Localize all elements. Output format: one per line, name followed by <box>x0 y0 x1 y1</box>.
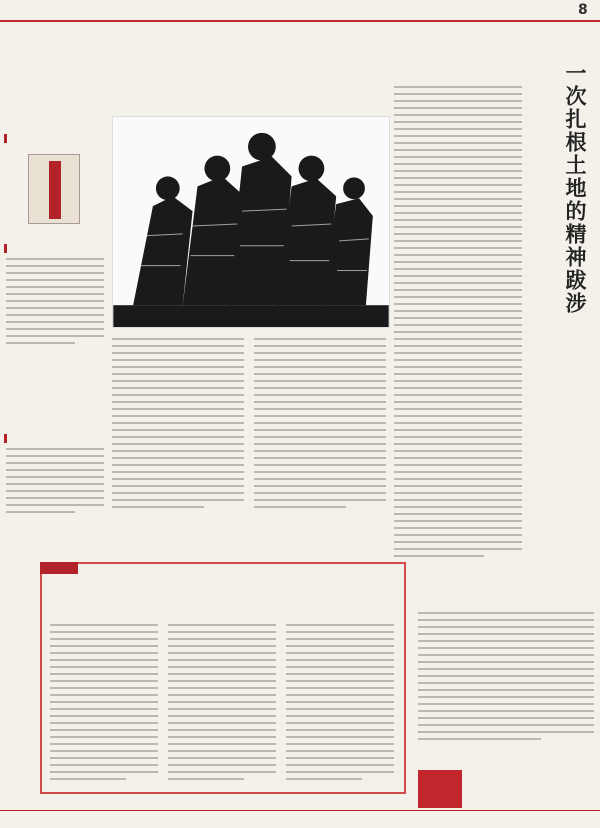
sidebar-profile-heading <box>4 244 10 253</box>
boxed-col-1 <box>50 624 158 785</box>
book-cover <box>28 154 80 224</box>
sidebar-review-heading <box>4 434 10 443</box>
boxed-article <box>40 562 406 794</box>
main-text-col-2 <box>254 338 386 513</box>
masthead <box>0 0 600 22</box>
sidebar-text-2 <box>6 448 104 518</box>
heading-bar <box>4 244 7 253</box>
book-spine <box>49 161 61 219</box>
woodcut-illustration <box>112 116 390 328</box>
sidebar-text-1 <box>6 258 104 349</box>
page-footer <box>0 810 600 828</box>
page-number: 8 <box>578 2 588 18</box>
sidebar-book-heading <box>4 134 10 143</box>
section-stamp <box>418 770 462 808</box>
boxed-col-2 <box>168 624 276 785</box>
boxed-article-tag <box>40 562 78 574</box>
heading-bar <box>4 434 7 443</box>
main-text-col-1 <box>112 338 244 513</box>
middle-text-col <box>394 86 522 562</box>
right-feature-title: 一次扎根土地的精神跋涉 <box>563 62 588 315</box>
boxed-col-3 <box>286 624 394 785</box>
culture-box-text <box>418 612 594 745</box>
heading-bar <box>4 134 7 143</box>
woodcut-image <box>113 117 389 327</box>
